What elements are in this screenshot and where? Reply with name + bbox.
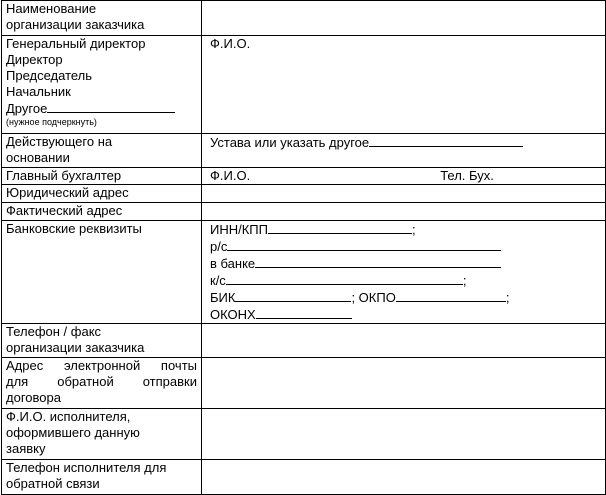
label-email: Адрес электронной почты для обратной отправки договора: [2, 358, 202, 409]
row-legal-address: [2, 185, 606, 203]
label-executor-phone: Телефон исполнителя для обратной связи: [2, 460, 202, 495]
value-executor[interactable]: [202, 409, 606, 460]
bank-line: в банке: [210, 255, 601, 272]
row-director: [2, 36, 606, 134]
value-basis[interactable]: Устава или указать другое: [202, 134, 606, 168]
corr-account-line: к/с ;: [210, 273, 467, 288]
value-bank-details[interactable]: [202, 221, 606, 324]
order-form-table: [1, 0, 606, 495]
label-actual-address: Фактический адрес: [2, 203, 202, 221]
accountant-phone-label: Тел. Бух.: [440, 168, 494, 183]
basis-underline[interactable]: [369, 134, 523, 147]
label-director: Генеральный директор Директор Председатель Начальник Другое (нужное подчеркнуть): [2, 36, 202, 134]
value-executor-phone[interactable]: [202, 460, 606, 495]
value-chief-accountant[interactable]: Ф.И.О. Тел. Бух.: [202, 168, 606, 185]
okonh-line: ОКОНХ: [210, 306, 601, 323]
row-chief-accountant: [2, 168, 606, 185]
note-underline: (нужное подчеркнуть): [6, 117, 97, 127]
value-customer-name[interactable]: [202, 1, 606, 36]
row-email: [2, 358, 606, 409]
row-customer-name: [2, 1, 606, 36]
label-chief-accountant: Главный бухгалтер: [2, 168, 202, 185]
row-executor: [2, 409, 606, 460]
inn-kpp-line: ИНН/КПП ;: [210, 222, 416, 237]
value-director[interactable]: Ф.И.О.: [202, 36, 606, 134]
other-underline[interactable]: [47, 100, 175, 113]
label-legal-address: Юридический адрес: [2, 185, 202, 203]
row-bank-details: [2, 221, 606, 324]
label-phone-fax: Телефон / факс организации заказчика: [2, 324, 202, 358]
value-actual-address[interactable]: [202, 203, 606, 221]
row-phone-fax: [2, 324, 606, 358]
row-executor-phone: [2, 460, 606, 495]
value-phone-fax[interactable]: [202, 324, 606, 358]
row-basis: [2, 134, 606, 168]
label-executor: Ф.И.О. исполнителя, оформившего данную заявку: [2, 409, 202, 460]
label-other: Другое: [6, 101, 48, 116]
label-bank-details: Банковские реквизиты: [2, 221, 202, 324]
account-line: р/с: [210, 238, 601, 255]
label-customer-name: Наименование организации заказчика: [2, 1, 202, 36]
value-legal-address[interactable]: [202, 185, 606, 203]
row-actual-address: [2, 203, 606, 221]
bik-okpo-line: БИК ; ОКПО ;: [210, 290, 510, 305]
label-basis: Действующего на основании: [2, 134, 202, 168]
value-email[interactable]: [202, 358, 606, 409]
